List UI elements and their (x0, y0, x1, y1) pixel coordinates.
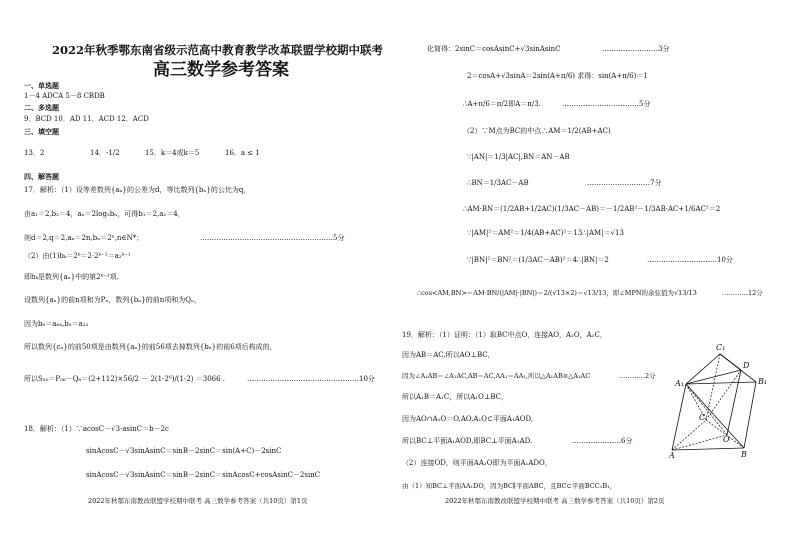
q19-line-7: （2）连接OD，则平面AA₁O即为平面A₁ADO， (402, 459, 552, 467)
q18-part2-5: ∵|AM|²＝AM²＝1/4(AB+AC)²＝13∴|AM|＝√13 (467, 229, 624, 237)
q18-line-1: 18．解析：（1）∵acosC－√3·asinC＝b－2c (24, 425, 169, 433)
section-single-choice: 一、单选题 (24, 81, 59, 90)
q17-line-3: 则d＝2,q＝2,aₙ＝2n,bₙ＝2ⁿ,n∈N*； (24, 234, 144, 242)
q19-line-4: 所以A₁B＝A₁C，所以A₁O⊥BC， (402, 393, 509, 401)
q19-score-2: …………2分 (619, 372, 656, 380)
page-footer-2: 2022年秋鄂东南教改联盟学校期中联考 高三数学参考答案（共10页）第2页 (445, 497, 665, 505)
q18-line-3: ∴A+π/6＝π/2即A＝π/3. (463, 100, 541, 108)
q18-score-10: …………………………10分 (647, 256, 733, 264)
label-A: A (669, 451, 675, 460)
q18-part2-4: ∴AM·BN＝(1/2AB+1/2AC)(1/3AC－AB)＝－1/2AB²－1/3AB·AC+1/6AC²＝2 (463, 205, 721, 213)
q17-line-8: 所以数列{cₙ}的前50项是由数列{aₙ}的前56项去掉数列{bₙ}的前6项后构成的， (24, 343, 277, 351)
section-multi-choice: 二、多选题 (24, 103, 59, 112)
q18-part2-3: ∴BN＝1/3AC－AB (467, 179, 529, 187)
multi-choice-answers: 9．BCD 10．AD 11．ACD 12．ACD (24, 115, 149, 123)
section-solutions: 四、解答题 (24, 172, 59, 181)
answer-title: 高三数学参考答案 (153, 60, 289, 80)
q18-part2-1: （2）∵M点为BC的中点∴AM＝1/2(AB+AC) (463, 127, 611, 135)
q17-line-6: 设数列{aₙ}的前n项和为Pₙ，数列{bₙ}的前n项和为Qₙ， (24, 296, 202, 304)
q17-line-1: 17．解析：（1）设等差数列{aₙ}的公差为d，等比数列{bₙ}的公比为q， (24, 186, 251, 194)
fill-answer-16: 16．a ≤ 1 (225, 149, 260, 157)
section-fill-blank: 三、填空题 (24, 127, 59, 136)
q18-score-12: …………12分 (722, 289, 763, 297)
q19-score-6: …………………6分 (572, 437, 633, 445)
q18-part2-7: ∴cos<AM,BN>＝AM·BN/(|AM|·|BN|)＝2/(√13×2)＝√13/13，即∠MPN的余弦值为√13/13 (417, 289, 697, 297)
prism-figure (669, 340, 769, 460)
q18-part2-2: ∵|AN|＝1/3|AC|,BN＝AN－AB (467, 153, 570, 161)
q18-line-2: 2＝cosA+√3sinA＝2sin(A+π/6) 求得：sin(A+π/6)＝1 (467, 72, 648, 80)
q18-part2-6: ∵|BN|²＝BN²＝(1/3AC－AB)²＝4∴|BN|＝2 (467, 256, 609, 264)
q17-line-4: （2）由(1)bₖ＝2ᵏ＝2·2ᵏ⁻¹＝a₂ᵏ⁻¹ (24, 252, 131, 260)
label-C1: C₁ (716, 343, 726, 352)
q18-line-3: sinAcosC－√3sinAsinC＝sinB－2sinC＝sinAcosC+cosAsinC－2sinC (86, 471, 321, 479)
fill-answer-15: 15．k＝4或k＝5 (145, 149, 200, 157)
label-B1: B₁ (758, 377, 768, 386)
single-choice-answers: 1－4 ADCA 5－8 CBDB (24, 92, 105, 100)
q19-line-3: 因为∠A₁AB＝∠A₁AC,AB＝AC,AA₁＝AA₁,所以△A₁AB≅△A₁AC (402, 372, 591, 380)
q17-line-5: 即bₖ是数列{aₙ}中的第2ᵏ⁻¹项. (24, 273, 119, 281)
q18-score-5: ……………………………5分 (562, 100, 651, 108)
q18-score-3: ……………………3分 (602, 45, 670, 53)
fill-answer-13: 13．2 (24, 149, 45, 157)
q19-line-5: 因为AO∩A₁O＝O,AO,A₁O⊂平面A₁AOD, (402, 415, 534, 423)
label-D: D (743, 361, 750, 370)
label-O: O (723, 435, 730, 444)
label-A1: A₁ (675, 379, 684, 388)
q17-line-9: 所以S₅₀＝P₅₆－Q₆＝(2+112)×56/2 － 2(1-2⁶)/(1-2) ＝3066 . (24, 375, 226, 383)
q17-score-10: …………………………………………10分 (247, 375, 375, 383)
q17-line-7: 因为b₆＝a₆₄,b₅＝a₃₂ (24, 320, 89, 328)
q18-score-7: ………………………7分 (587, 179, 662, 187)
q17-line-2: 由a₁＝2,b₂＝4，aₙ＝2log₂bₙ，可得b₁＝2,a₂＝4， (24, 210, 185, 218)
page-footer-1: 2022年秋鄂东南教改联盟学校期中联考 高三数学参考答案（共10页）第1页 (88, 497, 308, 505)
fill-answer-14: 14．-1/2 (90, 149, 120, 157)
answer-page-2 (397, 0, 794, 550)
label-B: B (741, 450, 747, 459)
q18-line-2: sinAcosC－√3sinAsinC＝sinB－2sinC＝sin(A+C)－2sinC (86, 447, 282, 455)
exam-title: 2022年秋季鄂东南省级示范高中教育教学改革联盟学校期中联考 (52, 43, 384, 57)
q19-line-1: 19．解析：（1）证明：（1）取BC中点O，连接AO，A₁O，A₁C， (402, 331, 607, 339)
q19-line-8: 由（1）知BC⊥平面AA₁DO，因为BC∥平面ABC，且BC⊂平面BCC₁B₁， (402, 482, 617, 490)
q19-line-2: 因为AB＝AC,所以AO⊥BC， (402, 351, 495, 359)
q19-line-6: 所以BC⊥平面A₁AOD,即BC⊥平面A₁AD. (402, 437, 533, 445)
label-C: C (699, 413, 706, 422)
q17-score-5: …………………………………………………5分 (200, 234, 345, 242)
q18-simplify: 化简得：2sinC＝cosAsinC+√3sinAsinC (427, 45, 561, 53)
